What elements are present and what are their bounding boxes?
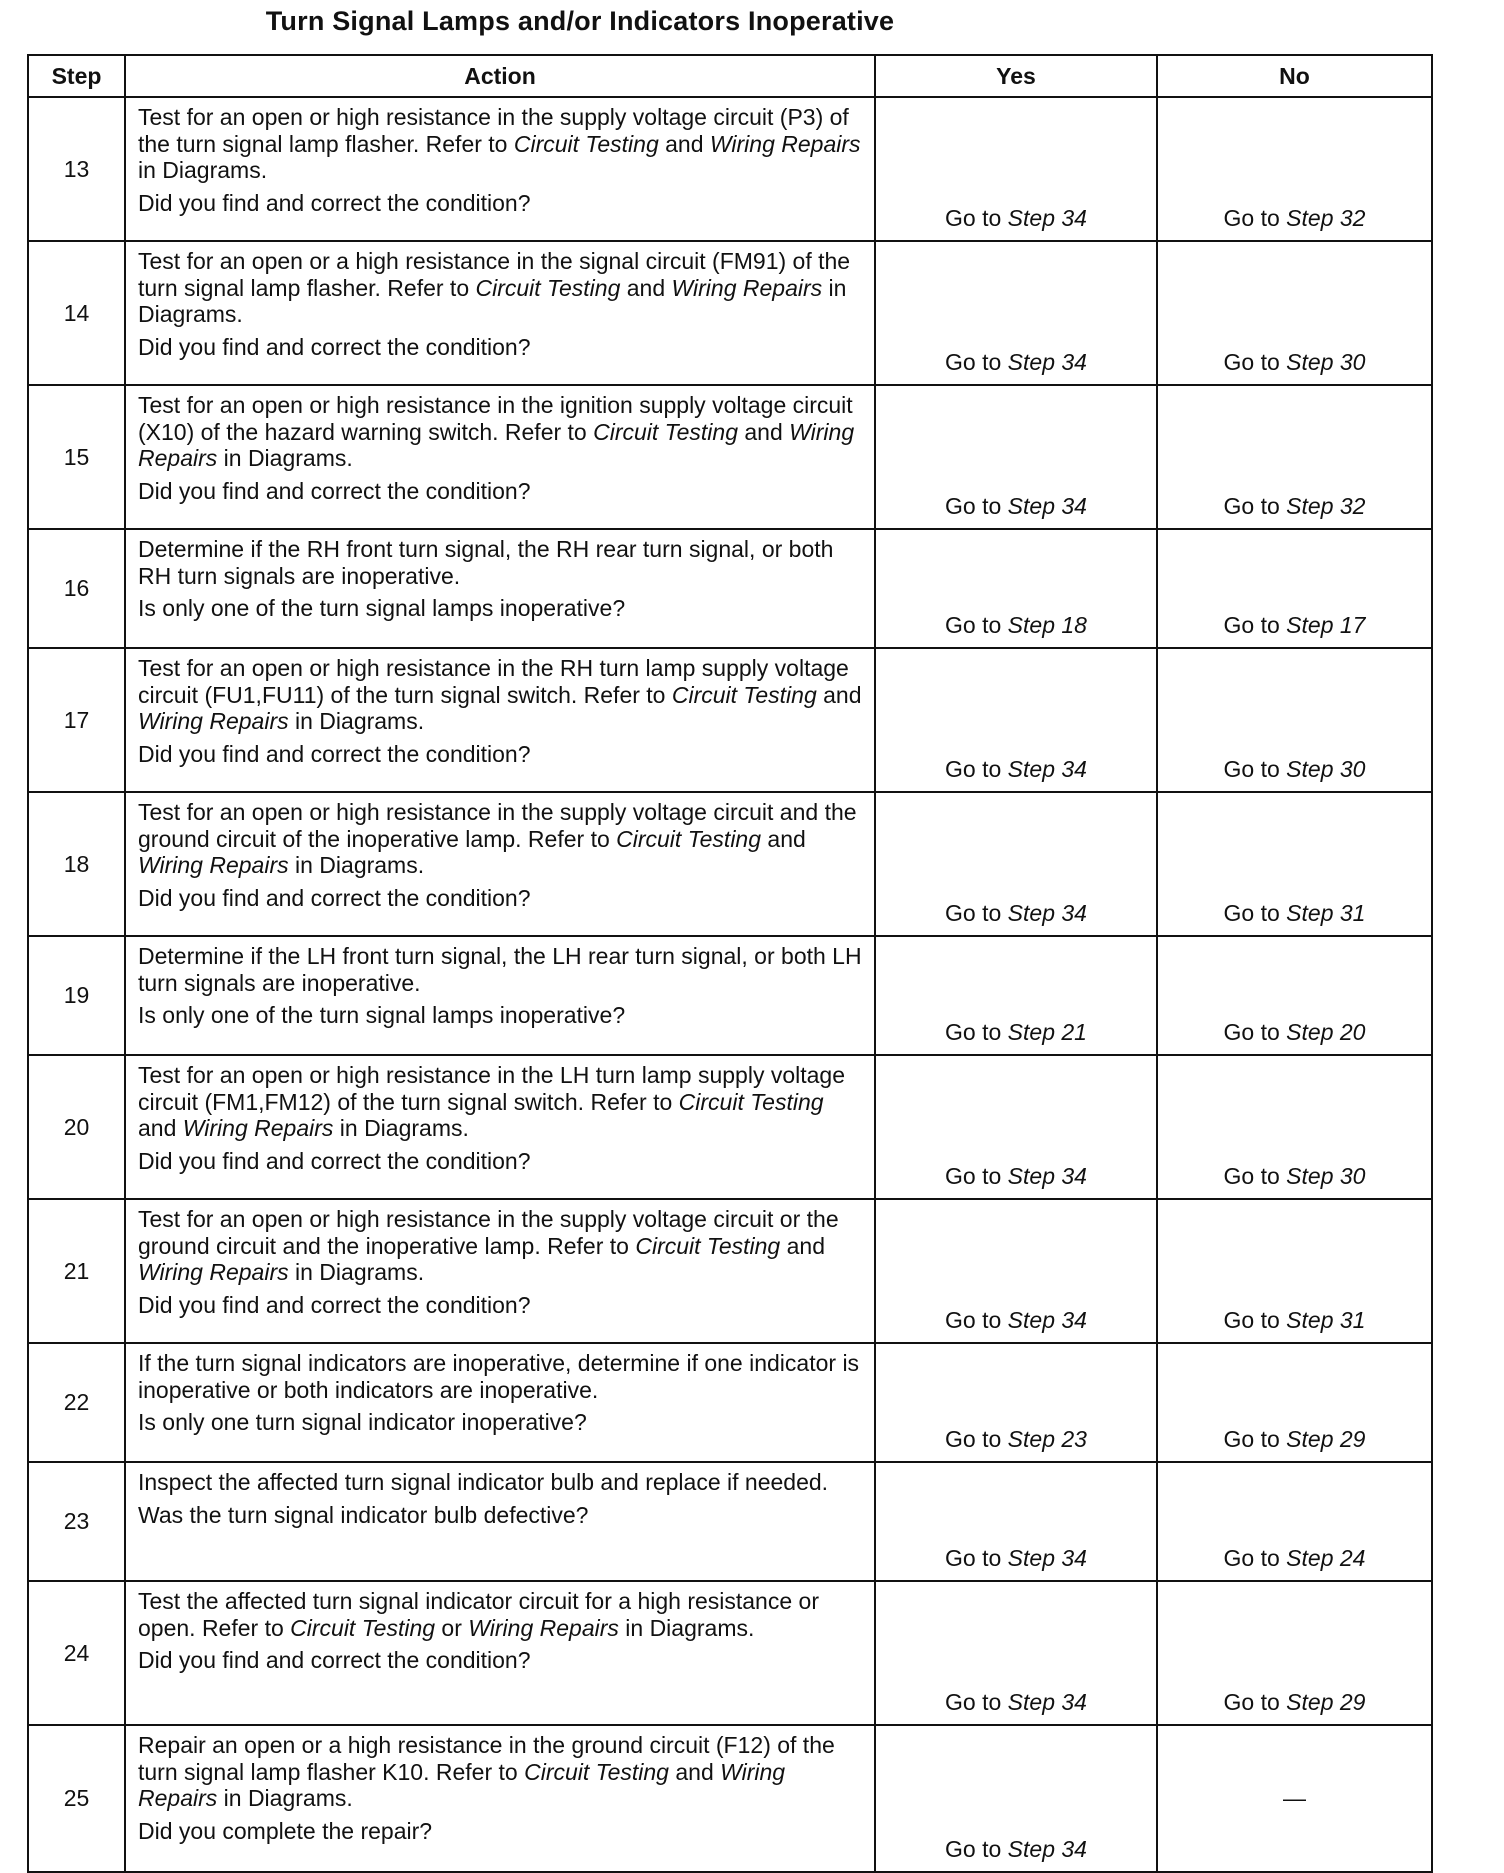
action-text: Test the affected turn signal indicator circuit for a high resistance or open. Refer to xyxy=(138,1588,819,1641)
reference-text: Wiring Repairs xyxy=(138,852,289,878)
step-number: 21 xyxy=(28,1199,125,1343)
target-step: Step 34 xyxy=(1007,493,1087,519)
go-to-prefix: Go to xyxy=(1223,1307,1287,1333)
table-row xyxy=(28,648,1432,792)
action-text: Test for an open or high resistance in the supply voltage circuit or the ground circuit and the inoperative lamp. Refer to xyxy=(138,1206,839,1259)
go-to-prefix: Go to xyxy=(945,1545,1008,1571)
yes-result xyxy=(875,1055,1157,1199)
action-question: Did you complete the repair? xyxy=(138,1817,433,1844)
action-question: Did you find and correct the condition? xyxy=(138,333,531,360)
go-to-prefix: Go to xyxy=(945,493,1008,519)
header-no: No xyxy=(1157,55,1432,97)
go-to-prefix: Go to xyxy=(945,1019,1008,1045)
reference-text: Wiring Repairs xyxy=(138,1758,786,1811)
target-step: Step 34 xyxy=(1007,1163,1087,1189)
reference-text: Circuit Testing xyxy=(616,825,762,852)
action-text: and xyxy=(668,1758,721,1785)
action-question: Is only one of the turn signal lamps inoperative? xyxy=(138,1002,626,1028)
action-text: in Diagrams. xyxy=(333,1115,469,1141)
target-step: Step 34 xyxy=(1007,756,1087,782)
reference-text: Circuit Testing xyxy=(635,1232,781,1259)
target-step: Step 29 xyxy=(1286,1426,1366,1452)
step-number: 17 xyxy=(28,648,125,792)
table-row xyxy=(28,385,1432,529)
action-text: in Diagrams. xyxy=(217,445,353,471)
action-description xyxy=(138,655,864,735)
diagnostic-table xyxy=(27,54,1433,1873)
action-description xyxy=(138,1469,864,1496)
reference-text: Wiring Repairs xyxy=(671,274,823,301)
target-step: Step 17 xyxy=(1286,612,1366,638)
go-to-prefix: Go to xyxy=(945,1163,1008,1189)
go-to-prefix: Go to xyxy=(1223,493,1287,519)
action-text: or xyxy=(435,1614,469,1641)
reference-text: Circuit Testing xyxy=(678,1088,824,1115)
no-result xyxy=(1157,385,1432,529)
go-to-prefix: Go to xyxy=(945,349,1008,375)
yes-result xyxy=(875,936,1157,1055)
action-text: in Diagrams. xyxy=(217,1785,353,1811)
step-number: 16 xyxy=(28,529,125,648)
action-question: Did you find and correct the condition? xyxy=(138,884,531,911)
action-cell xyxy=(125,529,875,648)
no-result xyxy=(1157,529,1432,648)
target-step: Step 34 xyxy=(1007,900,1087,926)
go-to-prefix: Go to xyxy=(1223,349,1287,375)
target-step: Step 31 xyxy=(1286,1307,1366,1333)
yes-result xyxy=(875,1462,1157,1581)
table-row xyxy=(28,1462,1432,1581)
target-step: Step 34 xyxy=(1007,1836,1087,1862)
action-cell xyxy=(125,1462,875,1581)
action-text: Test for an open or a high resistance in the signal circuit (FM91) of the turn signal lamp flasher. Refer to xyxy=(138,248,851,301)
step-number: 20 xyxy=(28,1055,125,1199)
action-cell xyxy=(125,385,875,529)
action-description xyxy=(138,1588,864,1641)
step-number: 18 xyxy=(28,792,125,936)
action-description xyxy=(138,1350,864,1403)
yes-result xyxy=(875,529,1157,648)
reference-text: Wiring Repairs xyxy=(709,130,861,157)
action-text: Test for an open or high resistance in the ignition supply voltage circuit (X10) of the hazard warning switch. Refer to xyxy=(138,392,853,445)
table-body xyxy=(28,97,1432,1872)
yes-result xyxy=(875,97,1157,241)
action-cell xyxy=(125,1343,875,1462)
action-text: and xyxy=(761,825,806,852)
action-cell xyxy=(125,648,875,792)
action-description xyxy=(138,1062,864,1142)
target-step: Step 32 xyxy=(1286,205,1366,231)
action-cell xyxy=(125,241,875,385)
table-row xyxy=(28,1581,1432,1725)
action-description xyxy=(138,943,864,996)
yes-result xyxy=(875,385,1157,529)
yes-result xyxy=(875,1343,1157,1462)
yes-result xyxy=(875,792,1157,936)
action-text: and xyxy=(780,1232,825,1259)
table-row xyxy=(28,529,1432,648)
table-row xyxy=(28,1343,1432,1462)
reference-text: Wiring Repairs xyxy=(138,708,289,734)
step-number: 25 xyxy=(28,1725,125,1872)
no-result xyxy=(1157,648,1432,792)
target-step: Step 23 xyxy=(1007,1426,1087,1452)
target-step: Step 34 xyxy=(1007,349,1087,375)
action-text: in Diagrams. xyxy=(288,852,425,878)
action-text: and xyxy=(620,274,672,301)
header-yes: Yes xyxy=(875,55,1157,97)
action-text: Repair an open or a high resistance in the ground circuit (F12) of the turn signal lamp flasher K10. Refer to xyxy=(138,1732,835,1785)
go-to-prefix: Go to xyxy=(1223,1426,1287,1452)
reference-text: Wiring Repairs xyxy=(138,1259,289,1285)
action-description xyxy=(138,248,864,328)
no-result xyxy=(1157,1343,1432,1462)
target-step: Step 20 xyxy=(1286,1019,1366,1045)
action-question: Was the turn signal indicator bulb defective? xyxy=(138,1501,589,1528)
target-step: Step 34 xyxy=(1007,1307,1087,1333)
action-description xyxy=(138,104,864,184)
reference-text: Wiring Repairs xyxy=(468,1614,619,1641)
action-description xyxy=(138,799,864,879)
page-title: Turn Signal Lamps and/or Indicators Inoperative xyxy=(265,6,895,36)
reference-text: Circuit Testing xyxy=(475,274,621,301)
action-text: and xyxy=(737,418,790,445)
reference-text: Circuit Testing xyxy=(593,418,738,445)
action-text: in Diagrams. xyxy=(288,1259,425,1285)
action-text: in Diagrams. xyxy=(618,1614,755,1641)
action-text: Determine if the RH front turn signal, the RH rear turn signal, or both RH turn signals are inoperative. xyxy=(138,536,834,589)
action-text: and xyxy=(816,681,862,708)
yes-result xyxy=(875,241,1157,385)
action-question: Did you find and correct the condition? xyxy=(138,740,531,767)
step-number: 14 xyxy=(28,241,125,385)
action-text: Determine if the LH front turn signal, the LH rear turn signal, or both LH turn signals are inoperative. xyxy=(138,943,862,996)
no-result xyxy=(1157,792,1432,936)
table-row xyxy=(28,936,1432,1055)
target-step: Step 18 xyxy=(1007,612,1087,638)
action-cell xyxy=(125,1199,875,1343)
go-to-prefix: Go to xyxy=(945,1426,1008,1452)
target-step: Step 34 xyxy=(1007,1689,1087,1715)
go-to-prefix: Go to xyxy=(945,205,1008,231)
step-number: 23 xyxy=(28,1462,125,1581)
target-step: Step 30 xyxy=(1286,349,1366,375)
action-text: in Diagrams. xyxy=(138,274,847,327)
table-row xyxy=(28,792,1432,936)
yes-result xyxy=(875,648,1157,792)
action-cell xyxy=(125,936,875,1055)
action-text: If the turn signal indicators are inoperative, determine if one indicator is inoperative or both indicators are inoperative. xyxy=(138,1350,860,1403)
action-question: Did you find and correct the condition? xyxy=(138,189,531,216)
no-result xyxy=(1157,1462,1432,1581)
action-question: Did you find and correct the condition? xyxy=(138,1291,531,1318)
target-step: Step 21 xyxy=(1007,1019,1087,1045)
table-row xyxy=(28,97,1432,241)
go-to-prefix: Go to xyxy=(1223,756,1287,782)
no-result xyxy=(1157,1055,1432,1199)
action-text: Test for an open or high resistance in the RH turn lamp supply voltage circuit (FU1,FU11) of the turn signal switch. Refer to xyxy=(138,655,849,708)
no-result xyxy=(1157,1581,1432,1725)
go-to-prefix: Go to xyxy=(1223,1019,1287,1045)
action-cell xyxy=(125,1725,875,1872)
reference-text: Circuit Testing xyxy=(290,1614,436,1641)
go-to-prefix: Go to xyxy=(1223,900,1287,926)
go-to-prefix: Go to xyxy=(1223,612,1287,638)
table-header-row xyxy=(28,55,1432,97)
action-text: Test for an open or high resistance in the supply voltage circuit and the ground circuit of the inoperative lamp. Refer to xyxy=(138,799,857,852)
table-row xyxy=(28,1055,1432,1199)
target-step: Step 24 xyxy=(1286,1545,1366,1571)
action-description xyxy=(138,1206,864,1286)
go-to-prefix: Go to xyxy=(1223,205,1287,231)
no-result xyxy=(1157,97,1432,241)
go-to-prefix: Go to xyxy=(1223,1545,1287,1571)
action-description xyxy=(138,536,864,589)
action-cell xyxy=(125,97,875,241)
go-to-prefix: Go to xyxy=(1223,1163,1287,1189)
table-row xyxy=(28,1725,1432,1872)
action-text: Inspect the affected turn signal indicator bulb and replace if needed. xyxy=(138,1469,829,1495)
go-to-prefix: Go to xyxy=(945,1836,1008,1862)
action-cell xyxy=(125,1055,875,1199)
action-text: Test for an open or high resistance in the LH turn lamp supply voltage circuit (FM1,FM12) of the turn signal switch. Refer to xyxy=(138,1062,846,1115)
step-number: 22 xyxy=(28,1343,125,1462)
action-description xyxy=(138,392,864,472)
action-cell xyxy=(125,792,875,936)
step-number: 15 xyxy=(28,385,125,529)
go-to-prefix: Go to xyxy=(945,1307,1008,1333)
reference-text: Wiring Repairs xyxy=(138,418,855,471)
target-step: Step 34 xyxy=(1007,1545,1087,1571)
step-number: 24 xyxy=(28,1581,125,1725)
target-step: Step 30 xyxy=(1286,1163,1366,1189)
action-text: and xyxy=(138,1115,183,1141)
header-action: Action xyxy=(125,55,875,97)
target-step: Step 29 xyxy=(1286,1689,1366,1715)
go-to-prefix: Go to xyxy=(945,756,1008,782)
no-result xyxy=(1157,936,1432,1055)
no-result xyxy=(1157,1199,1432,1343)
action-question: Did you find and correct the condition? xyxy=(138,1647,531,1673)
go-to-prefix: Go to xyxy=(945,900,1008,926)
go-to-prefix: Go to xyxy=(945,1689,1008,1715)
table-row xyxy=(28,241,1432,385)
header-step: Step xyxy=(28,55,125,97)
yes-result xyxy=(875,1581,1157,1725)
action-text: Test for an open or high resistance in the supply voltage circuit (P3) of the turn signal lamp flasher. Refer to xyxy=(138,104,849,157)
action-question: Is only one turn signal indicator inoperative? xyxy=(138,1409,587,1435)
go-to-prefix: Go to xyxy=(945,612,1008,638)
action-question: Did you find and correct the condition? xyxy=(138,477,531,504)
yes-result xyxy=(875,1725,1157,1872)
yes-result xyxy=(875,1199,1157,1343)
no-result-dash: — xyxy=(1157,1725,1432,1872)
reference-text: Circuit Testing xyxy=(671,681,817,708)
action-cell xyxy=(125,1581,875,1725)
reference-text: Circuit Testing xyxy=(513,130,659,157)
action-text: in Diagrams. xyxy=(288,708,425,734)
action-question: Did you find and correct the condition? xyxy=(138,1147,531,1174)
no-result xyxy=(1157,241,1432,385)
target-step: Step 34 xyxy=(1007,205,1087,231)
reference-text: Wiring Repairs xyxy=(182,1115,334,1141)
table-row xyxy=(28,1199,1432,1343)
target-step: Step 32 xyxy=(1286,493,1366,519)
step-number: 13 xyxy=(28,97,125,241)
go-to-prefix: Go to xyxy=(1223,1689,1287,1715)
action-description xyxy=(138,1732,864,1812)
action-text: in Diagrams. xyxy=(138,157,268,183)
target-step: Step 31 xyxy=(1286,900,1366,926)
target-step: Step 30 xyxy=(1286,756,1366,782)
step-number: 19 xyxy=(28,936,125,1055)
action-question: Is only one of the turn signal lamps inoperative? xyxy=(138,595,626,621)
reference-text: Circuit Testing xyxy=(524,1758,669,1785)
action-text: and xyxy=(658,130,710,157)
